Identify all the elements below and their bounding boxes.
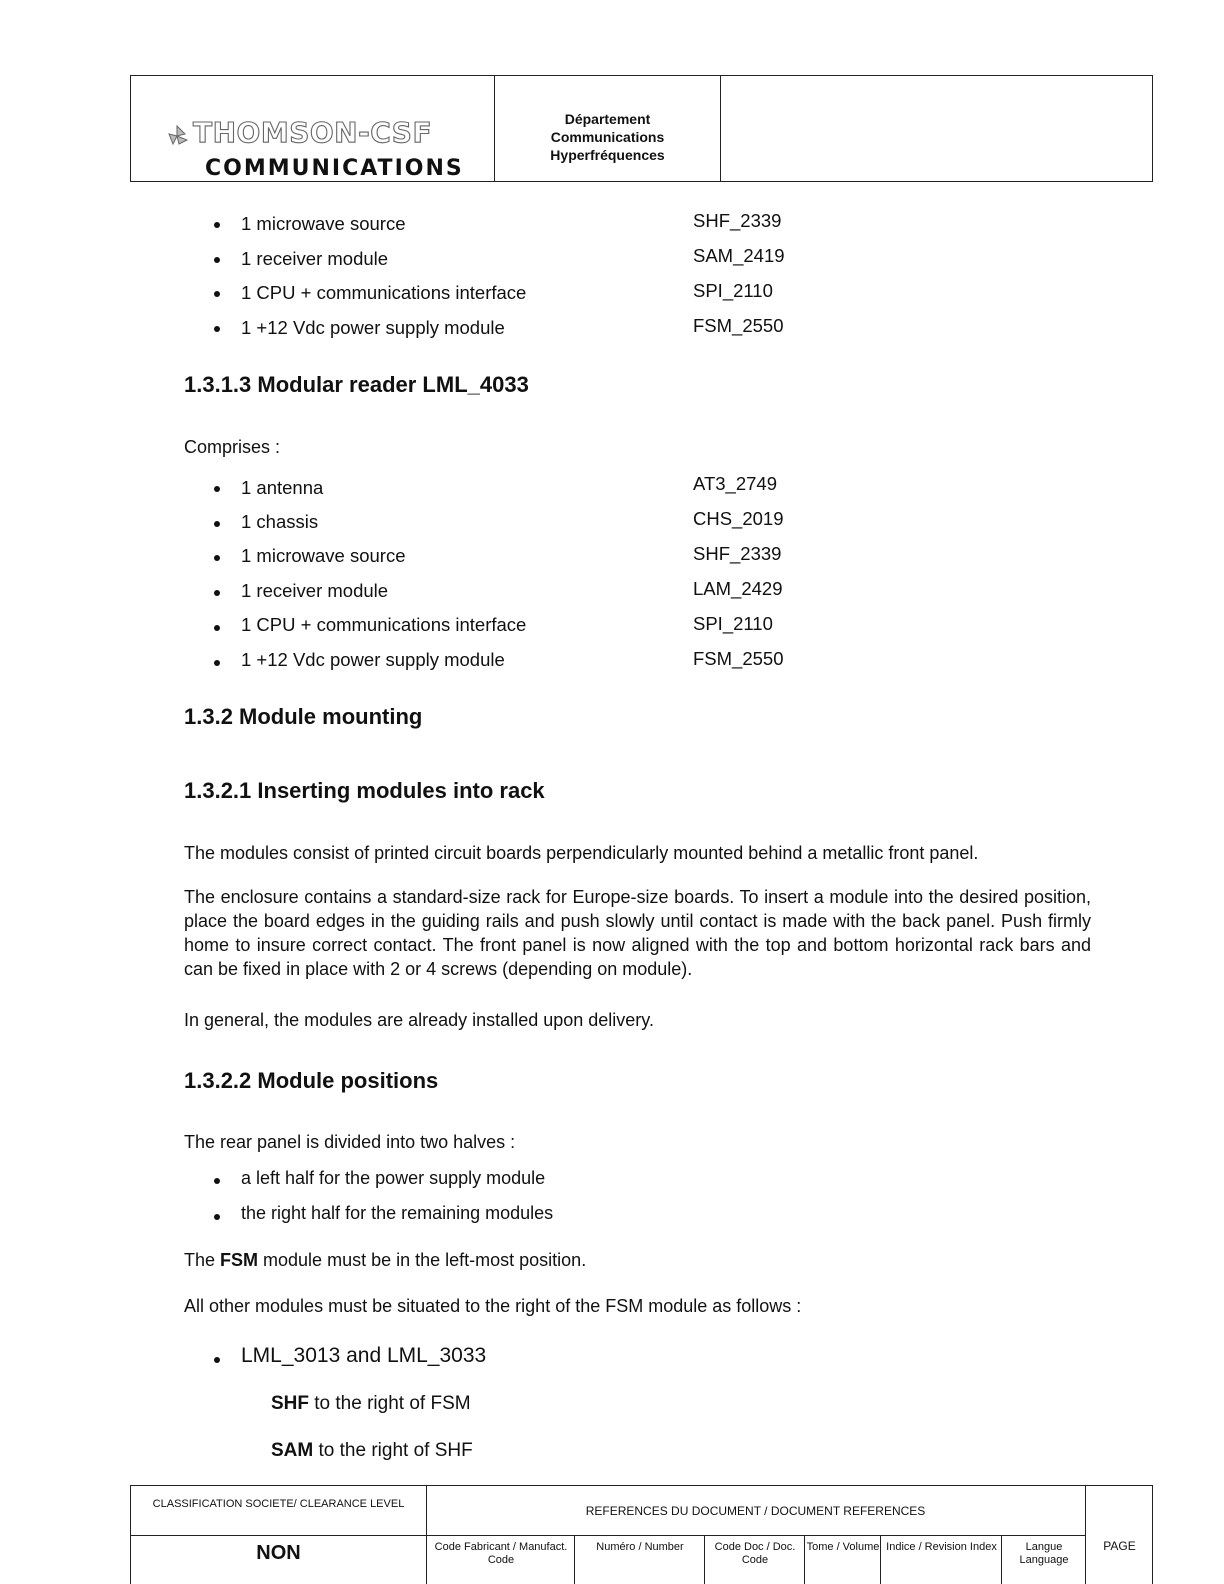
department-line-1: Département	[564, 111, 651, 127]
rule-text: to the right of FSM	[309, 1393, 471, 1414]
footer-divider	[1085, 1486, 1086, 1584]
list-item: 1 CPU + communications interface	[241, 282, 527, 303]
bullet-icon	[214, 625, 220, 631]
position-rule	[271, 1393, 471, 1415]
part-code: SPI_2110	[693, 613, 773, 634]
list-item: 1 antenna	[241, 477, 324, 498]
other-modules-note: All other modules must be situated to the right of the FSM module as follows :	[184, 1296, 802, 1316]
fsm-bold: FSM	[220, 1250, 259, 1270]
part-code: AT3_2749	[693, 473, 777, 494]
list-item: 1 receiver module	[241, 580, 389, 601]
part-code: LAM_2429	[693, 578, 783, 599]
footer-divider	[704, 1536, 705, 1584]
bullet-icon	[214, 590, 220, 596]
rule-module: SAM	[271, 1440, 314, 1461]
classification-label: CLASSIFICATION SOCIETE/ CLEARANCE LEVEL	[152, 1498, 405, 1510]
column-header: Tome / Volume	[806, 1541, 880, 1553]
position-rule	[271, 1440, 473, 1462]
bullet-icon	[214, 326, 220, 332]
comprises-label: Comprises :	[184, 437, 281, 457]
footer-divider	[880, 1536, 881, 1584]
column-header: Code Fabricant / Manufact. Code	[434, 1541, 568, 1566]
part-code: SAM_2419	[693, 245, 785, 266]
footer-divider	[804, 1536, 805, 1584]
column-header: Numéro / Number	[596, 1541, 684, 1553]
footer-row-divider	[131, 1535, 1085, 1536]
list-item: the right half for the remaining modules	[241, 1203, 554, 1223]
paragraph: In general, the modules are already installed upon delivery.	[184, 1010, 654, 1030]
part-code: FSM_2550	[693, 648, 784, 669]
header-blank-cell	[721, 76, 1152, 181]
bullet-icon	[214, 521, 220, 527]
bullet-icon	[214, 1178, 220, 1184]
column-header: Langue Language	[1019, 1541, 1069, 1566]
bullet-icon	[214, 660, 220, 666]
fsm-prefix: The	[184, 1250, 221, 1270]
list-item: 1 +12 Vdc power supply module	[241, 317, 505, 338]
column-header: Code Doc / Doc. Code	[714, 1541, 796, 1566]
department-label	[495, 110, 720, 164]
column-header: Indice / Revision Index	[886, 1541, 997, 1553]
bullet-icon	[214, 222, 220, 228]
footer-divider	[574, 1536, 575, 1584]
footer-divider	[1001, 1536, 1002, 1584]
bullet-icon	[214, 486, 220, 492]
part-code: SPI_2110	[693, 280, 773, 301]
list-item: 1 microwave source	[241, 213, 406, 234]
list-item: 1 +12 Vdc power supply module	[241, 649, 505, 670]
part-code: SHF_2339	[693, 210, 782, 231]
paragraph: The modules consist of printed circuit boards perpendicularly mounted behind a metallic front panel.	[184, 843, 979, 863]
department-line-2: Communications	[550, 129, 665, 145]
document-header	[130, 75, 1153, 182]
heading-1-3-2-2: 1.3.2.2 Module positions	[184, 1068, 439, 1093]
part-code: FSM_2550	[693, 315, 784, 336]
page-label: PAGE	[1103, 1539, 1136, 1553]
part-code: SHF_2339	[693, 543, 782, 564]
logo-division-name: COMMUNICATIONS	[205, 156, 464, 181]
bullet-icon	[214, 257, 220, 263]
bullet-icon	[214, 1357, 220, 1363]
part-code: CHS_2019	[693, 508, 784, 529]
bullet-icon	[214, 291, 220, 297]
bullet-icon	[214, 1214, 220, 1220]
list-item: 1 CPU + communications interface	[241, 614, 527, 635]
module-group-label: LML_3013 and LML_3033	[241, 1344, 487, 1367]
classification-value: NON	[256, 1542, 301, 1564]
logo-cell	[131, 76, 495, 181]
fsm-suffix: module must be in the left-most position.	[258, 1250, 587, 1270]
document-footer-table	[130, 1485, 1153, 1584]
list-item: a left half for the power supply module	[241, 1168, 546, 1188]
department-line-3: Hyperfréquences	[550, 147, 665, 163]
logo-company-name: THOMSON-CSF	[193, 116, 433, 149]
fsm-position-note	[184, 1250, 586, 1271]
heading-1-3-1-3: 1.3.1.3 Modular reader LML_4033	[184, 372, 529, 397]
rule-module: SHF	[271, 1393, 309, 1414]
list-item: 1 chassis	[241, 511, 319, 532]
heading-1-3-2-1: 1.3.2.1 Inserting modules into rack	[184, 778, 545, 803]
list-item: 1 microwave source	[241, 545, 406, 566]
rear-panel-intro: The rear panel is divided into two halves :	[184, 1132, 516, 1152]
bullet-icon	[214, 555, 220, 561]
paragraph: The enclosure contains a standard-size rack for Europe-size boards. To insert a module into the desired position, place the board edges in the guiding rails and push slowly until contact is made with the back panel. Push firmly home to insure correct contact. The front panel is now aligned with the top and bottom horizontal rack bars and can be fixed in place with 2 or 4 screws (depending on module).	[184, 887, 1091, 979]
heading-1-3-2: 1.3.2 Module mounting	[184, 704, 423, 729]
rule-text: to the right of SHF	[313, 1440, 473, 1461]
department-cell	[495, 76, 721, 181]
thomson-logo-icon	[165, 124, 189, 146]
references-label: REFERENCES DU DOCUMENT / DOCUMENT REFERENCES	[585, 1504, 926, 1518]
list-item: 1 receiver module	[241, 248, 389, 269]
